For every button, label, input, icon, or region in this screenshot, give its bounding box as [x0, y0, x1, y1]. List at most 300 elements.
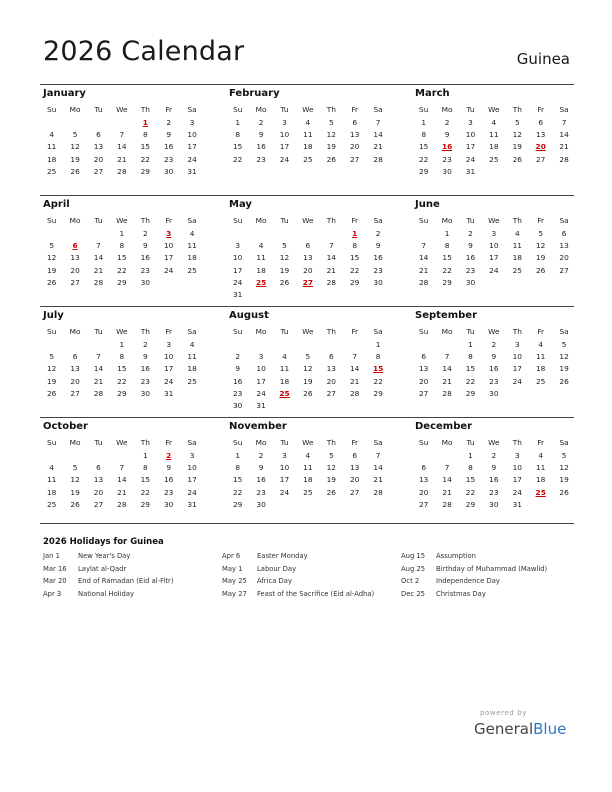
calendar-day: 1	[235, 451, 241, 460]
weekday-label: Sa	[373, 327, 383, 336]
calendar-day: 10	[163, 241, 174, 251]
calendar-day: 2	[142, 340, 148, 349]
calendar-day: 13	[418, 364, 429, 374]
calendar-day: 8	[235, 130, 241, 140]
calendar-day: 25	[187, 376, 197, 386]
holiday-name: Feast of the Sacrifice (Eid al-Adha)	[257, 589, 375, 598]
calendar-day: 6	[305, 241, 311, 251]
calendar-day: 29	[349, 277, 360, 287]
calendar-day: 14	[93, 253, 104, 263]
holiday-date-label: Apr 6	[222, 552, 241, 560]
holiday-item	[222, 552, 400, 565]
calendar-day: 9	[258, 130, 264, 140]
calendar-day: 25	[46, 499, 57, 509]
calendar-day: 6	[538, 118, 544, 127]
weekday-label: Tu	[466, 438, 475, 447]
holiday-item	[401, 552, 579, 565]
weekday-label: Mo	[255, 327, 267, 336]
weekday-label: Th	[512, 438, 522, 447]
calendar-day: 20	[559, 253, 569, 263]
calendar-day: 7	[375, 118, 381, 127]
month-september	[412, 307, 574, 417]
weekday-label: Su	[47, 105, 57, 114]
calendar-day: 7	[561, 118, 567, 127]
calendar-day: 5	[514, 118, 520, 127]
calendar-day: 13	[303, 253, 313, 263]
calendar-day: 7	[421, 241, 427, 251]
calendar-day: 27	[418, 388, 429, 398]
holiday-name: Labour Day	[257, 564, 297, 573]
calendar-day: 16	[489, 475, 499, 485]
weekday-label: Th	[326, 216, 336, 225]
calendar-day: 19	[279, 265, 290, 275]
calendar-day: 19	[559, 364, 569, 374]
calendar-day: 6	[421, 463, 427, 473]
calendar-day: 16	[256, 475, 266, 485]
calendar-day: 26	[279, 277, 290, 287]
calendar-day: 17	[489, 253, 499, 263]
calendar-day: 11	[187, 352, 197, 362]
calendar-day: 7	[352, 352, 358, 362]
calendar-day: 16	[465, 253, 476, 263]
calendar-day: 29	[442, 277, 452, 287]
weekday-label: We	[116, 438, 128, 447]
calendar-day: 3	[258, 352, 264, 362]
calendar-day: 22	[418, 154, 429, 164]
calendar-day: 17	[279, 475, 290, 485]
calendar-day: 24	[163, 376, 174, 386]
calendar-day: 20	[418, 487, 429, 497]
calendar-day: 13	[349, 463, 360, 473]
calendar-day: 13	[535, 130, 546, 140]
calendar-grid	[40, 84, 574, 528]
calendar-day: 9	[235, 364, 241, 374]
weekday-label: We	[116, 216, 128, 225]
weekday-label: Tu	[94, 327, 103, 336]
calendar-day: 15	[442, 253, 452, 263]
calendar-day: 3	[235, 241, 241, 251]
calendar-day: 12	[70, 475, 80, 485]
calendar-day: 26	[559, 376, 569, 386]
calendar-day: 12	[303, 364, 313, 374]
holiday-item	[401, 565, 579, 578]
weekday-label: Fr	[537, 105, 545, 114]
calendar-day: 13	[418, 475, 429, 485]
holiday-date: 25	[255, 277, 267, 287]
calendar-day: 17	[232, 265, 243, 275]
calendar-day: 10	[489, 241, 499, 251]
weekday-label: We	[302, 105, 314, 114]
calendar-day: 2	[468, 229, 473, 238]
calendar-day: 30	[140, 277, 150, 287]
calendar-day: 28	[418, 277, 429, 287]
weekday-label: Mo	[441, 327, 453, 336]
calendar-day: 11	[279, 364, 290, 374]
weekday-label: Tu	[94, 216, 103, 225]
calendar-day: 8	[352, 241, 358, 251]
calendar-day: 29	[232, 499, 243, 509]
holiday-date: 15	[372, 364, 384, 374]
calendar-day: 5	[305, 352, 311, 362]
calendar-day: 4	[49, 463, 55, 473]
holiday-date: 16	[441, 142, 453, 152]
weekday-label: We	[488, 105, 500, 114]
calendar-day: 19	[46, 265, 57, 275]
calendar-day: 4	[305, 451, 311, 460]
weekday-label: Fr	[537, 327, 545, 336]
weekday-label: Fr	[537, 216, 545, 225]
quarter-row	[40, 84, 574, 195]
calendar-day: 7	[328, 241, 334, 251]
calendar-day: 23	[140, 376, 150, 386]
calendar-day: 14	[418, 253, 429, 263]
calendar-day: 26	[70, 166, 80, 176]
calendar-day: 5	[72, 463, 78, 473]
calendar-day: 2	[491, 340, 497, 349]
calendar-day: 21	[373, 142, 383, 152]
holiday-date: 20	[535, 142, 546, 152]
calendar-day: 8	[421, 130, 427, 140]
weekday-label: We	[488, 438, 500, 447]
calendar-day: 7	[375, 451, 381, 460]
calendar-day: 1	[375, 340, 381, 349]
weekday-label: Fr	[351, 105, 359, 114]
weekday-label: Fr	[165, 216, 173, 225]
calendar-day: 16	[163, 142, 174, 152]
calendar-day: 17	[512, 475, 522, 485]
calendar-day: 8	[142, 130, 148, 140]
calendar-day: 3	[189, 451, 195, 460]
calendar-day: 14	[117, 475, 127, 485]
calendar-day: 23	[489, 487, 499, 497]
holiday-date: 25	[535, 487, 546, 497]
weekday-label: Sa	[559, 105, 569, 114]
weekday-label: Sa	[187, 327, 197, 336]
weekday-label: Mo	[441, 216, 453, 225]
calendar-day: 18	[187, 253, 197, 263]
calendar-day: 27	[70, 277, 80, 287]
weekday-label: Sa	[187, 216, 197, 225]
calendar-day: 10	[163, 352, 174, 362]
weekday-label: Mo	[255, 216, 267, 225]
calendar-day: 18	[303, 142, 313, 152]
calendar-day: 27	[93, 499, 104, 509]
weekday-label: Tu	[466, 216, 475, 225]
calendar-day: 31	[232, 290, 243, 299]
calendar-day: 22	[117, 376, 127, 386]
calendar-day: 12	[512, 130, 522, 140]
calendar-day: 27	[326, 388, 336, 398]
holiday-item	[43, 552, 221, 565]
calendar-day: 19	[512, 142, 522, 152]
holiday-name: Christmas Day	[436, 589, 486, 598]
calendar-day: 5	[282, 241, 287, 251]
weekday-label: Fr	[165, 105, 173, 114]
calendar-day: 30	[140, 388, 150, 398]
calendar-day: 10	[512, 463, 522, 473]
calendar-day: 22	[232, 487, 243, 497]
calendar-day: 11	[489, 130, 499, 140]
calendar-day: 3	[282, 118, 287, 127]
calendar-day: 7	[119, 130, 125, 140]
holiday-item	[222, 590, 400, 603]
calendar-day: 17	[163, 253, 174, 263]
calendar-day: 4	[305, 118, 311, 127]
calendar-day: 15	[232, 475, 243, 485]
calendar-day: 18	[256, 265, 266, 275]
calendar-day: 14	[442, 475, 452, 485]
holiday-date-label: Apr 3	[43, 589, 62, 598]
calendar-day: 27	[93, 166, 104, 176]
calendar-day: 28	[93, 277, 104, 287]
calendar-day: 26	[303, 388, 313, 398]
weekday-label: Su	[47, 216, 57, 225]
brand-logo[interactable]	[474, 720, 566, 738]
calendar-day: 29	[465, 388, 476, 398]
calendar-day: 9	[444, 130, 450, 140]
calendar-day: 29	[140, 499, 150, 509]
calendar-day: 19	[326, 475, 336, 485]
calendar-day: 9	[468, 241, 473, 251]
calendar-day: 27	[535, 154, 546, 164]
month-name: October	[43, 421, 88, 432]
calendar-day: 6	[352, 118, 358, 127]
calendar-day: 13	[93, 142, 104, 152]
calendar-day: 8	[142, 463, 148, 473]
month-name: November	[229, 421, 287, 432]
calendar-day: 25	[303, 487, 313, 497]
calendar-day: 19	[70, 487, 80, 497]
weekday-label: Fr	[165, 327, 173, 336]
calendar-day: 8	[468, 352, 473, 362]
calendar-day: 11	[535, 463, 546, 473]
calendar-day: 12	[559, 352, 569, 362]
calendar-day: 22	[373, 376, 383, 386]
calendar-day: 3	[468, 118, 473, 127]
calendar-day: 29	[117, 277, 127, 287]
calendar-day: 24	[279, 487, 290, 497]
calendar-day: 17	[163, 364, 174, 374]
weekday-label: We	[302, 216, 314, 225]
calendar-day: 24	[187, 154, 197, 164]
calendar-day: 28	[559, 154, 569, 164]
calendar-day: 24	[279, 154, 290, 164]
calendar-day: 28	[349, 388, 360, 398]
calendar-day: 11	[303, 463, 313, 473]
holiday-date-label: Aug 15	[401, 552, 426, 560]
weekday-label: Th	[512, 105, 522, 114]
calendar-day: 4	[491, 118, 497, 127]
holiday-name: Africa Day	[257, 577, 292, 585]
weekday-label: Tu	[94, 105, 103, 114]
weekday-label: Th	[512, 327, 522, 336]
calendar-day: 1	[119, 340, 125, 349]
calendar-day: 20	[93, 487, 104, 497]
quarter-row	[40, 417, 574, 528]
holidays-title: 2026 Holidays for Guinea	[43, 537, 164, 547]
powered-by-text: powered by	[480, 709, 528, 717]
weekday-label: Sa	[559, 216, 569, 225]
divider	[40, 523, 574, 524]
calendar-day: 15	[117, 253, 127, 263]
month-january	[40, 85, 202, 195]
calendar-day: 28	[117, 166, 127, 176]
calendar-day: 23	[232, 388, 243, 398]
calendar-day: 10	[232, 253, 243, 263]
holiday-name: New Year's Day	[78, 552, 131, 560]
calendar-day: 22	[117, 265, 127, 275]
calendar-day: 22	[349, 265, 360, 275]
calendar-day: 16	[163, 475, 174, 485]
month-name: February	[229, 88, 280, 99]
month-name: January	[43, 88, 86, 99]
calendar-day: 30	[442, 166, 452, 176]
holiday-item	[401, 577, 579, 590]
holiday-column	[222, 552, 400, 602]
calendar-day: 22	[442, 265, 452, 275]
weekday-label: Th	[140, 438, 150, 447]
calendar-day: 13	[70, 253, 80, 263]
calendar-day: 14	[373, 463, 383, 473]
calendar-day: 23	[373, 265, 383, 275]
holiday-column	[401, 552, 579, 602]
calendar-day: 11	[46, 142, 57, 152]
calendar-day: 15	[418, 142, 429, 152]
calendar-day: 5	[72, 130, 78, 140]
weekday-label: Su	[419, 216, 429, 225]
calendar-day: 10	[465, 130, 476, 140]
calendar-day: 15	[140, 475, 150, 485]
calendar-day: 12	[46, 253, 57, 263]
calendar-day: 30	[163, 499, 174, 509]
calendar-day: 9	[142, 241, 148, 251]
calendar-day: 27	[349, 487, 360, 497]
holiday-date-label: May 25	[222, 577, 247, 585]
weekday-label: We	[302, 438, 314, 447]
calendar-day: 18	[303, 475, 313, 485]
calendar-day: 2	[258, 451, 264, 460]
holiday-date: 1	[142, 118, 148, 127]
calendar-day: 6	[72, 352, 78, 362]
holiday-date-label: May 1	[222, 564, 243, 573]
month-name: May	[229, 199, 252, 210]
weekday-label: Sa	[373, 216, 383, 225]
calendar-day: 9	[491, 463, 497, 473]
calendar-day: 1	[235, 118, 241, 127]
calendar-day: 21	[349, 376, 360, 386]
calendar-day: 14	[117, 142, 127, 152]
calendar-day: 29	[465, 499, 476, 509]
weekday-label: Fr	[351, 216, 359, 225]
holiday-item	[43, 577, 221, 590]
calendar-day: 21	[373, 475, 383, 485]
calendar-day: 11	[46, 475, 57, 485]
calendar-day: 24	[512, 376, 522, 386]
month-february	[226, 85, 388, 195]
calendar-day: 26	[535, 265, 546, 275]
weekday-label: Su	[233, 105, 243, 114]
calendar-day: 21	[442, 487, 452, 497]
holiday-name: End of Ramadan (Eid al-Fitr)	[78, 577, 174, 585]
weekday-label: We	[116, 105, 128, 114]
calendar-day: 26	[46, 388, 57, 398]
weekday-label: Mo	[441, 438, 453, 447]
quarter-row	[40, 306, 574, 417]
calendar-day: 30	[163, 166, 174, 176]
calendar-day: 20	[326, 376, 336, 386]
calendar-day: 8	[119, 241, 125, 251]
weekday-label: Su	[419, 327, 429, 336]
weekday-label: Sa	[559, 327, 569, 336]
calendar-day: 5	[328, 451, 334, 460]
calendar-day: 9	[491, 352, 497, 362]
holiday-item	[222, 577, 400, 590]
month-october	[40, 418, 202, 528]
calendar-day: 16	[489, 364, 499, 374]
calendar-day: 20	[418, 376, 429, 386]
calendar-day: 22	[465, 487, 476, 497]
calendar-day: 31	[187, 166, 197, 176]
month-name: March	[415, 88, 450, 99]
weekday-label: Sa	[373, 438, 383, 447]
holiday-date-label: Dec 25	[401, 589, 425, 598]
calendar-day: 4	[189, 229, 195, 238]
month-name: August	[229, 310, 269, 321]
weekday-label: Mo	[69, 438, 81, 447]
calendar-day: 17	[187, 142, 197, 152]
weekday-label: Th	[512, 216, 522, 225]
calendar-day: 18	[535, 475, 546, 485]
calendar-day: 1	[142, 451, 148, 460]
calendar-day: 23	[140, 265, 150, 275]
calendar-day: 11	[303, 130, 313, 140]
holiday-date-label: Mar 20	[43, 577, 67, 585]
calendar-day: 23	[442, 154, 452, 164]
calendar-day: 3	[514, 340, 520, 349]
calendar-day: 26	[70, 499, 80, 509]
month-name: June	[415, 199, 440, 210]
weekday-label: Mo	[69, 105, 81, 114]
calendar-day: 16	[232, 376, 243, 386]
calendar-day: 30	[465, 277, 476, 287]
calendar-day: 11	[256, 253, 266, 263]
weekday-label: Tu	[280, 105, 289, 114]
weekday-label: Mo	[255, 105, 267, 114]
calendar-day: 4	[514, 229, 520, 238]
holiday-name: Birthday of Muhammad (Mawlid)	[436, 564, 548, 573]
calendar-day: 25	[512, 265, 522, 275]
calendar-day: 22	[140, 487, 150, 497]
month-november	[226, 418, 388, 528]
calendar-day: 25	[303, 154, 313, 164]
weekday-label: Fr	[351, 438, 359, 447]
weekday-label: Su	[233, 216, 243, 225]
holiday-name: Assumption	[436, 552, 476, 560]
calendar-day: 2	[375, 229, 381, 238]
weekday-label: Sa	[373, 105, 383, 114]
holiday-item	[401, 590, 579, 603]
calendar-day: 30	[489, 499, 499, 509]
calendar-day: 17	[256, 376, 266, 386]
calendar-day: 23	[489, 376, 499, 386]
calendar-day: 31	[465, 166, 476, 176]
calendar-day: 5	[561, 451, 567, 460]
calendar-day: 10	[512, 352, 522, 362]
calendar-day: 21	[442, 376, 452, 386]
calendar-day: 14	[349, 364, 360, 374]
calendar-day: 26	[326, 154, 336, 164]
calendar-day: 18	[512, 253, 522, 263]
